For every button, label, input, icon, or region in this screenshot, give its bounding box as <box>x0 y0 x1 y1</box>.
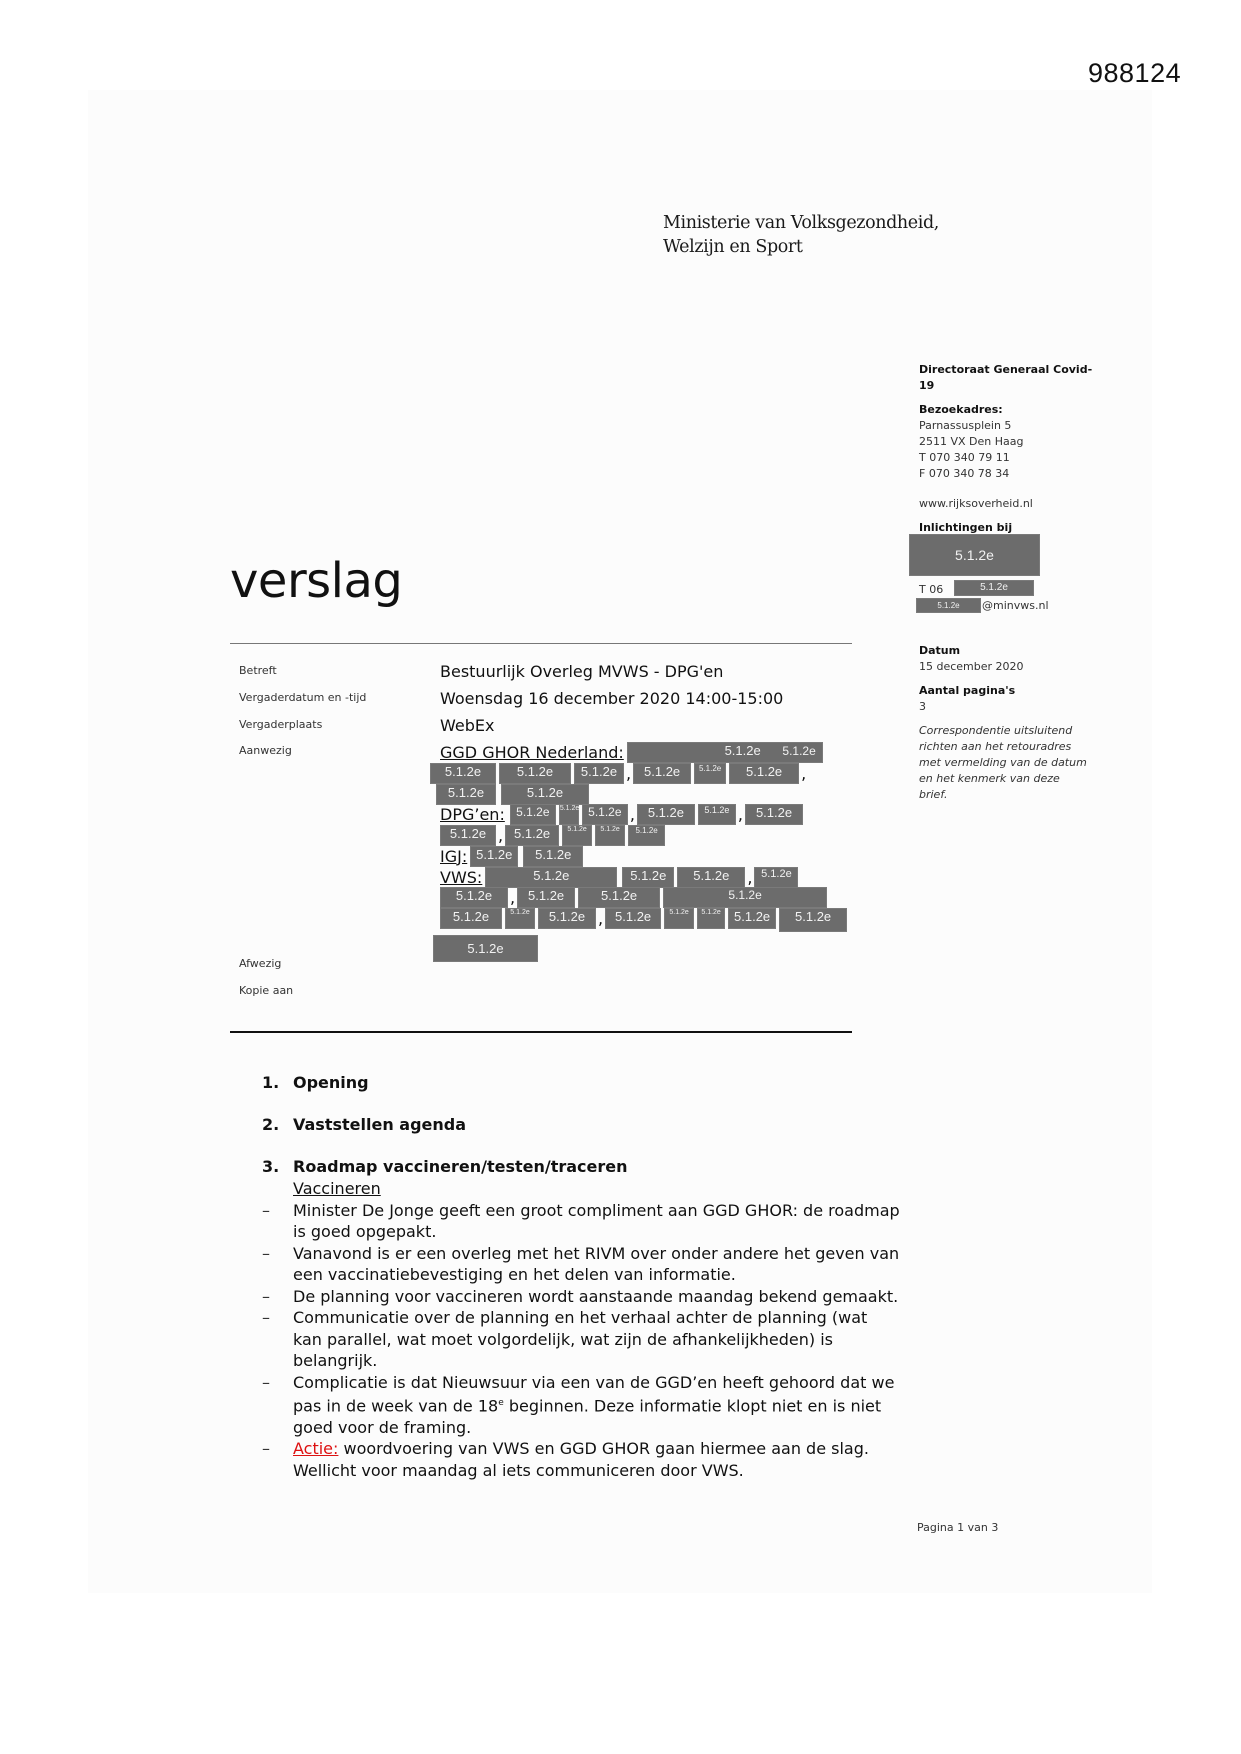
pages-label: Aantal pagina's <box>919 684 1016 697</box>
location-value: WebEx <box>440 716 495 735</box>
fax-number: F 070 340 78 34 <box>919 467 1010 480</box>
attendees-vws-row-2: 5.1.2e , 5.1.2e 5.1.2e 5.1.2e <box>440 886 830 908</box>
present-label: Aanwezig <box>239 744 292 757</box>
agenda-number: 1. <box>262 1073 280 1092</box>
visit-address-label: Bezoekadres: <box>919 403 1003 416</box>
redaction-block: 5.1.2e <box>574 763 624 784</box>
agenda-title: Roadmap vaccineren/testen/traceren <box>293 1157 628 1176</box>
divider-top <box>230 643 852 644</box>
redaction-block: 5.1.2e <box>694 763 726 784</box>
subheading-vaccineren: Vaccineren <box>293 1179 381 1198</box>
redaction-block: 5.1.2e <box>754 867 798 888</box>
absent-label: Afwezig <box>239 957 282 970</box>
redaction-block: 5.1.2e <box>440 908 502 929</box>
address-street: Parnassusplein 5 <box>919 419 1012 432</box>
directorate-line-2: 19 <box>919 379 935 392</box>
redaction-block: 5.1.2e <box>664 908 694 929</box>
datetime-value: Woensdag 16 december 2020 14:00-15:00 <box>440 689 784 708</box>
vws-label: VWS: <box>440 867 483 887</box>
directorate-line-1: Directoraat Generaal Covid- <box>919 363 1093 376</box>
divider-bottom <box>230 1031 852 1033</box>
bullet-item: – Complicatie is dat Nieuwsuur via een van de GGD’en heeft gehoord dat we pas in de week van de 18e beginnen. Deze informatie klopt niet en is niet goed voor de framing. <box>262 1372 895 1437</box>
ministry-logo-text <box>663 211 939 259</box>
redaction-block: 5.1.2e <box>538 908 596 929</box>
bullet-item: – De planning voor vaccineren wordt aanstaande maandag bekend gemaakt. <box>262 1286 899 1306</box>
redaction-block: 5.1.2e <box>728 908 776 929</box>
redaction-block: 5.1.2e <box>523 846 583 867</box>
redaction-block: 5.1.2e <box>663 887 827 908</box>
redaction-block: 5.1.2e <box>745 804 803 825</box>
attendees-ggd-row-3 <box>436 783 592 805</box>
attendees-ggd-row-2: 5.1.2e 5.1.2e 5.1.2e , 5.1.2e 5.1.2e 5.1.2e , <box>430 762 808 784</box>
redaction-contact-email: 5.1.2e <box>916 598 981 613</box>
agenda-item-1 <box>262 1073 369 1092</box>
bullet-item: – Minister De Jonge geeft een groot compliment aan GGD GHOR: de roadmap is goed opgepakt. <box>262 1200 900 1241</box>
redaction-block: 5.1.2e <box>559 804 579 825</box>
redaction-block: 5.1.2e <box>779 908 847 932</box>
redaction-block: 5.1.2e <box>499 763 571 784</box>
redaction-block: 5.1.2e <box>698 804 736 825</box>
attendees-dpg-row-2: 5.1.2e , 5.1.2e 5.1.2e 5.1.2e 5.1.2e <box>440 824 668 846</box>
redaction-block: 5.1.2e <box>505 825 559 846</box>
igj-label: IGJ: <box>440 846 468 866</box>
contact-phone <box>919 583 943 596</box>
agenda-number: 3. <box>262 1157 280 1176</box>
redaction-block: 5.1.2e <box>470 846 518 867</box>
bullet-item: – Communicatie over de planning en het verhaal achter de planning (wat kan parallel, wat moet volgordelijk, wat zijn de afhankelijkheden) is belangrijk. <box>262 1308 868 1370</box>
note-line: richten aan het retouradres <box>919 740 1072 753</box>
document-title: verslag <box>230 553 403 609</box>
address-city: 2511 VX Den Haag <box>919 435 1024 448</box>
location-label: Vergaderplaats <box>239 718 323 731</box>
redaction-block: 5.1.2e <box>628 825 665 846</box>
sender-sidebar <box>919 362 1129 534</box>
agenda-title: Opening <box>293 1073 369 1092</box>
redaction-block: 5.1.2e <box>430 763 496 784</box>
contact-label: Inlichtingen bij <box>919 521 1013 534</box>
redaction-block: 5.1.2e <box>510 804 556 825</box>
redaction-block: 5.1.2e <box>729 763 799 784</box>
redaction-block: 5.1.2e <box>697 908 725 929</box>
date-block <box>919 643 1129 803</box>
note-line: Correspondentie uitsluitend <box>919 724 1073 737</box>
website-link[interactable]: www.rijksoverheid.nl <box>919 497 1033 510</box>
attendees-dpg-row: DPG’en: 5.1.2e 5.1.2e 5.1.2e , 5.1.2e 5.1.2e , 5.1.2e <box>440 803 806 825</box>
dpg-label: DPG’en: <box>440 804 505 824</box>
redaction-block: 5.1.2e <box>637 804 695 825</box>
redaction-block: 5.1.2e <box>582 804 628 825</box>
agenda-number: 2. <box>262 1115 280 1134</box>
redaction-block: 5.1.2e <box>595 825 625 846</box>
redaction-block: 5.1.2e <box>505 908 535 929</box>
redaction-block: 5.1.2e <box>440 887 508 908</box>
date-label: Datum <box>919 644 961 657</box>
redaction-block: 5.1.2e 5.1.2e <box>627 742 823 763</box>
date-value: 15 december 2020 <box>919 660 1024 673</box>
bullet-item: – Vanavond is er een overleg met het RIVM over onder andere het geven van een vaccinatiebevestiging en het delen van informatie. <box>262 1243 900 1284</box>
redaction-block: 5.1.2e <box>485 867 617 888</box>
page-number: Pagina 1 van 3 <box>917 1521 999 1534</box>
subject-value: Bestuurlijk Overleg MVWS - DPG'en <box>440 662 724 681</box>
note-line: met vermelding van de datum <box>919 756 1087 769</box>
redaction-block: 5.1.2e <box>436 784 496 805</box>
subject-label: Betreft <box>239 664 277 677</box>
phone-number: T 070 340 79 11 <box>919 451 1010 464</box>
contact-phone-prefix: T 06 <box>919 583 944 596</box>
redaction-contact-name: 5.1.2e <box>909 534 1040 576</box>
agenda-item-2 <box>262 1115 466 1134</box>
bullet-item-action: – Actie: woordvoering van VWS en GGD GHOR gaan hiermee aan de slag. Wellicht voor maandag al iets communiceren door VWS. <box>262 1439 869 1480</box>
correspondence-note <box>919 723 1129 803</box>
attendees-igj-row <box>440 845 586 867</box>
redaction-block: 5.1.2e <box>433 935 538 962</box>
document-id: 988124 <box>1088 58 1182 88</box>
attendees-vws-row-3: 5.1.2e 5.1.2e 5.1.2e , 5.1.2e 5.1.2e 5.1.2e 5.1.2e 5.1.2e <box>440 907 850 929</box>
action-label: Actie: <box>293 1439 339 1459</box>
agenda-item-3-body <box>262 1178 912 1481</box>
redaction-block: 5.1.2e <box>517 887 575 908</box>
datetime-label: Vergaderdatum en -tijd <box>239 691 367 704</box>
pages-value: 3 <box>919 700 926 713</box>
note-line: en het kenmerk van deze <box>919 772 1060 785</box>
redaction-block: 5.1.2e <box>440 825 496 846</box>
redaction-block: 5.1.2e <box>501 784 589 805</box>
attendees-ggd-row <box>440 741 826 763</box>
redaction-block: 5.1.2e <box>677 867 745 888</box>
ggd-label: GGD GHOR Nederland: <box>440 742 624 762</box>
agenda-title: Vaststellen agenda <box>293 1115 467 1134</box>
redaction-block: 5.1.2e <box>605 908 661 929</box>
redaction-contact-phone: 5.1.2e <box>954 580 1034 596</box>
ministry-line-1: Ministerie van Volksgezondheid, <box>663 213 939 233</box>
attendees-vws-row: VWS: 5.1.2e 5.1.2e 5.1.2e , 5.1.2e <box>440 866 801 888</box>
redaction-block: 5.1.2e <box>578 887 660 908</box>
redaction-block: 5.1.2e <box>562 825 592 846</box>
contact-email-domain: @minvws.nl <box>982 599 1049 612</box>
redaction-block: 5.1.2e <box>622 867 674 888</box>
note-line: brief. <box>919 788 948 801</box>
cc-label: Kopie aan <box>239 984 294 997</box>
agenda-item-3 <box>262 1157 628 1176</box>
redaction-block: 5.1.2e <box>633 763 691 784</box>
ministry-line-2: Welzijn en Sport <box>663 237 803 257</box>
